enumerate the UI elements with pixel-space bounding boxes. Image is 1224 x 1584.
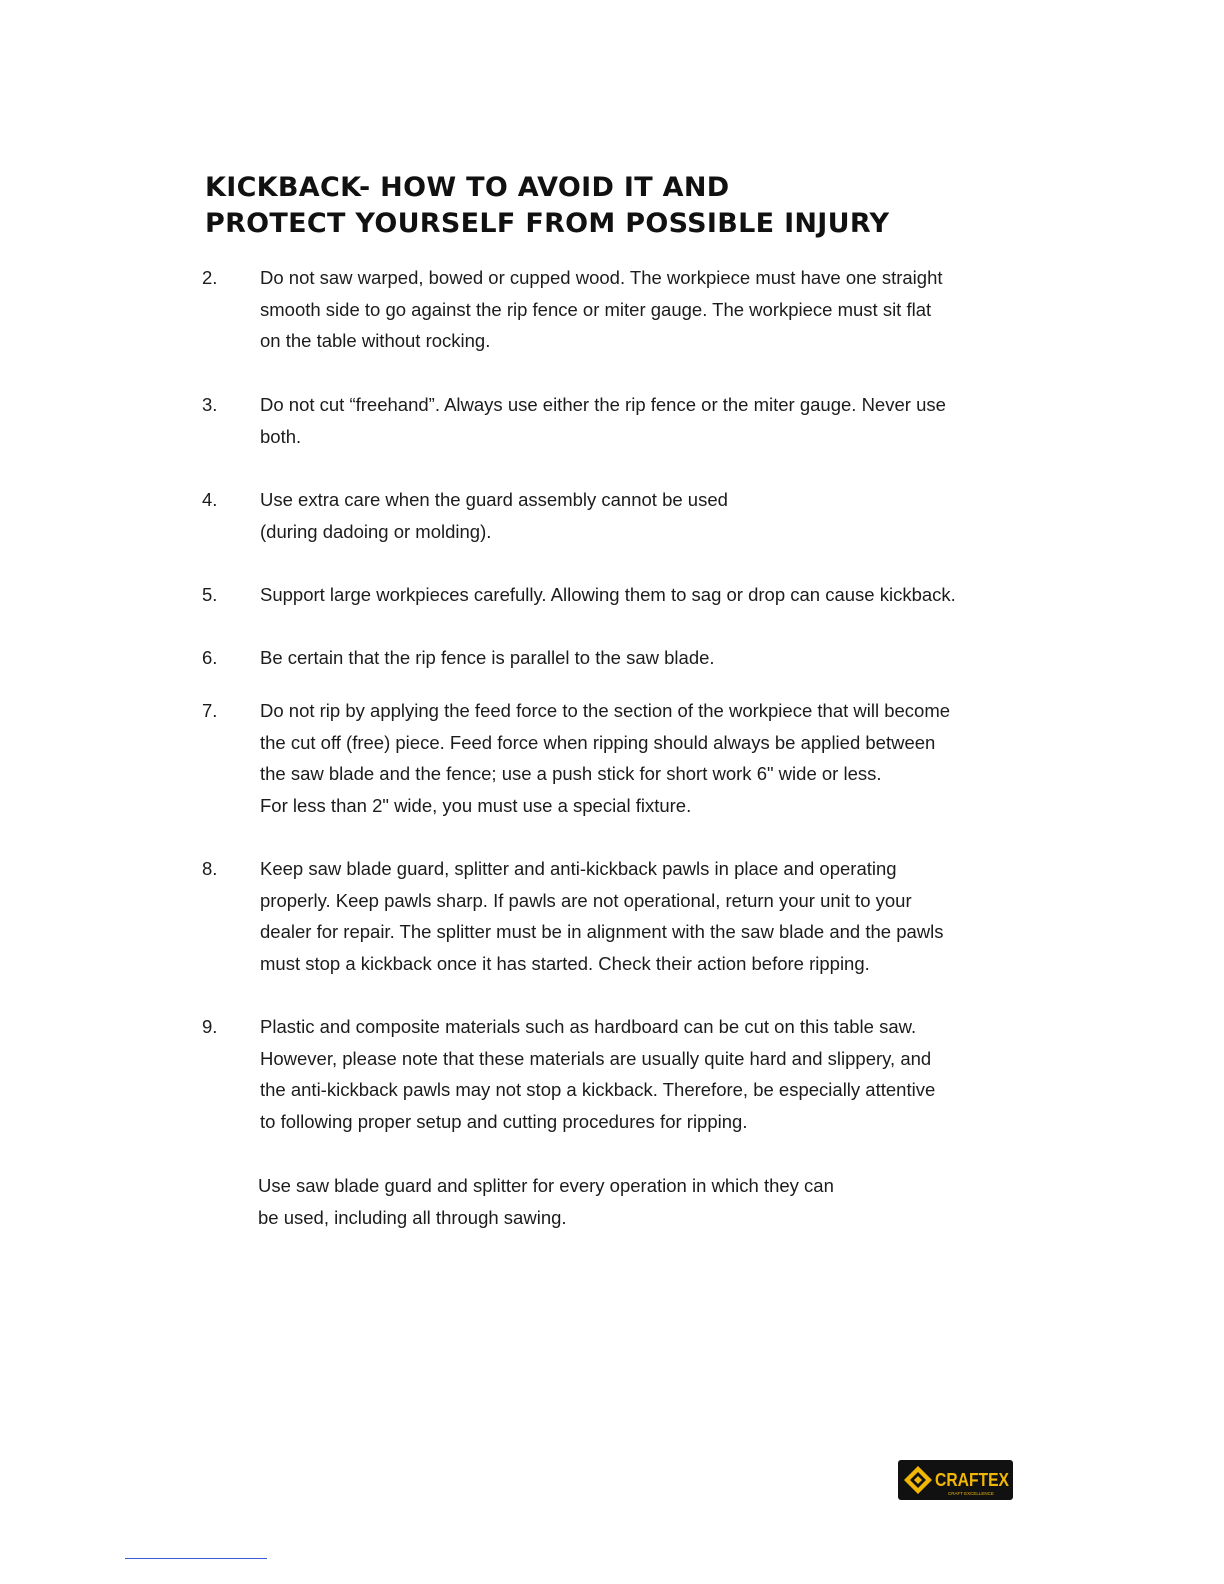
item-line: Keep saw blade guard, splitter and anti-kickback pawls in place and operating bbox=[260, 858, 897, 879]
item-text bbox=[260, 262, 1002, 357]
page-title-line-2: PROTECT YOURSELF FROM POSSIBLE INJURY bbox=[205, 208, 890, 239]
note-line: Use saw blade guard and splitter for every operation in which they can bbox=[258, 1175, 834, 1196]
item-line: (during dadoing or molding). bbox=[260, 520, 492, 542]
item-line: smooth side to go against the rip fence or miter gauge. The workpiece must sit flat bbox=[260, 298, 932, 320]
item-line: Do not saw warped, bowed or cupped wood. The workpiece must have one straight bbox=[260, 267, 943, 288]
craftex-logo-graphic bbox=[898, 1460, 1013, 1500]
item-text bbox=[260, 1011, 1002, 1138]
item-line: the cut off (free) piece. Feed force when ripping should always be applied between bbox=[260, 731, 936, 753]
item-text bbox=[260, 853, 1002, 980]
item-line: For less than 2" wide, you must use a special fixture. bbox=[260, 795, 692, 817]
craftex-logo bbox=[898, 1460, 1013, 1500]
page-title bbox=[205, 170, 889, 242]
item-line: properly. Keep pawls sharp. If pawls are not operational, return your unit to your bbox=[260, 889, 912, 911]
item-text bbox=[260, 579, 1002, 611]
logo-tagline: CRAFT EXCELLENCE bbox=[948, 1491, 994, 1496]
item-line: to following proper setup and cutting procedures for ripping. bbox=[260, 1111, 748, 1133]
item-line: Do not rip by applying the feed force to the section of the workpiece that will become bbox=[260, 700, 951, 721]
item-line: the saw blade and the fence; use a push stick for short work 6" wide or less. bbox=[260, 763, 882, 785]
footer-rule bbox=[125, 1558, 267, 1559]
item-line: Do not cut “freehand”. Always use either the rip fence or the miter gauge. Never use bbox=[260, 394, 946, 415]
item-number: 6. bbox=[202, 647, 218, 668]
item-text bbox=[260, 389, 1002, 452]
item-line: both. bbox=[260, 425, 302, 447]
item-line: dealer for repair. The splitter must be in alignment with the saw blade and the pawls bbox=[260, 921, 944, 943]
item-text bbox=[260, 642, 1002, 674]
item-line: Use extra care when the guard assembly cannot be used bbox=[260, 489, 728, 510]
item-number: 2. bbox=[202, 267, 218, 288]
note-line: be used, including all through sawing. bbox=[258, 1206, 567, 1228]
item-line: on the table without rocking. bbox=[260, 330, 491, 352]
closing-note bbox=[258, 1170, 1000, 1233]
logo-brand: CRAFTEX bbox=[935, 1470, 1009, 1490]
item-line: the anti-kickback pawls may not stop a kickback. Therefore, be especially attentive bbox=[260, 1079, 936, 1101]
item-number: 9. bbox=[202, 1016, 218, 1037]
page-title-line-1: KICKBACK- HOW TO AVOID IT AND bbox=[205, 172, 730, 203]
item-text bbox=[260, 484, 1002, 547]
item-line: must stop a kickback once it has started. Check their action before ripping. bbox=[260, 953, 870, 975]
item-line: Support large workpieces carefully. Allowing them to sag or drop can cause kickback. bbox=[260, 584, 956, 605]
item-number: 5. bbox=[202, 584, 218, 605]
item-line: However, please note that these materials are usually quite hard and slippery, and bbox=[260, 1047, 932, 1069]
item-number: 4. bbox=[202, 489, 218, 510]
item-number: 8. bbox=[202, 858, 218, 879]
item-number: 7. bbox=[202, 700, 218, 721]
item-line: Be certain that the rip fence is parallel to the saw blade. bbox=[260, 647, 715, 668]
item-text bbox=[260, 695, 1002, 822]
item-line: Plastic and composite materials such as hardboard can be cut on this table saw. bbox=[260, 1016, 917, 1037]
item-number: 3. bbox=[202, 394, 218, 415]
